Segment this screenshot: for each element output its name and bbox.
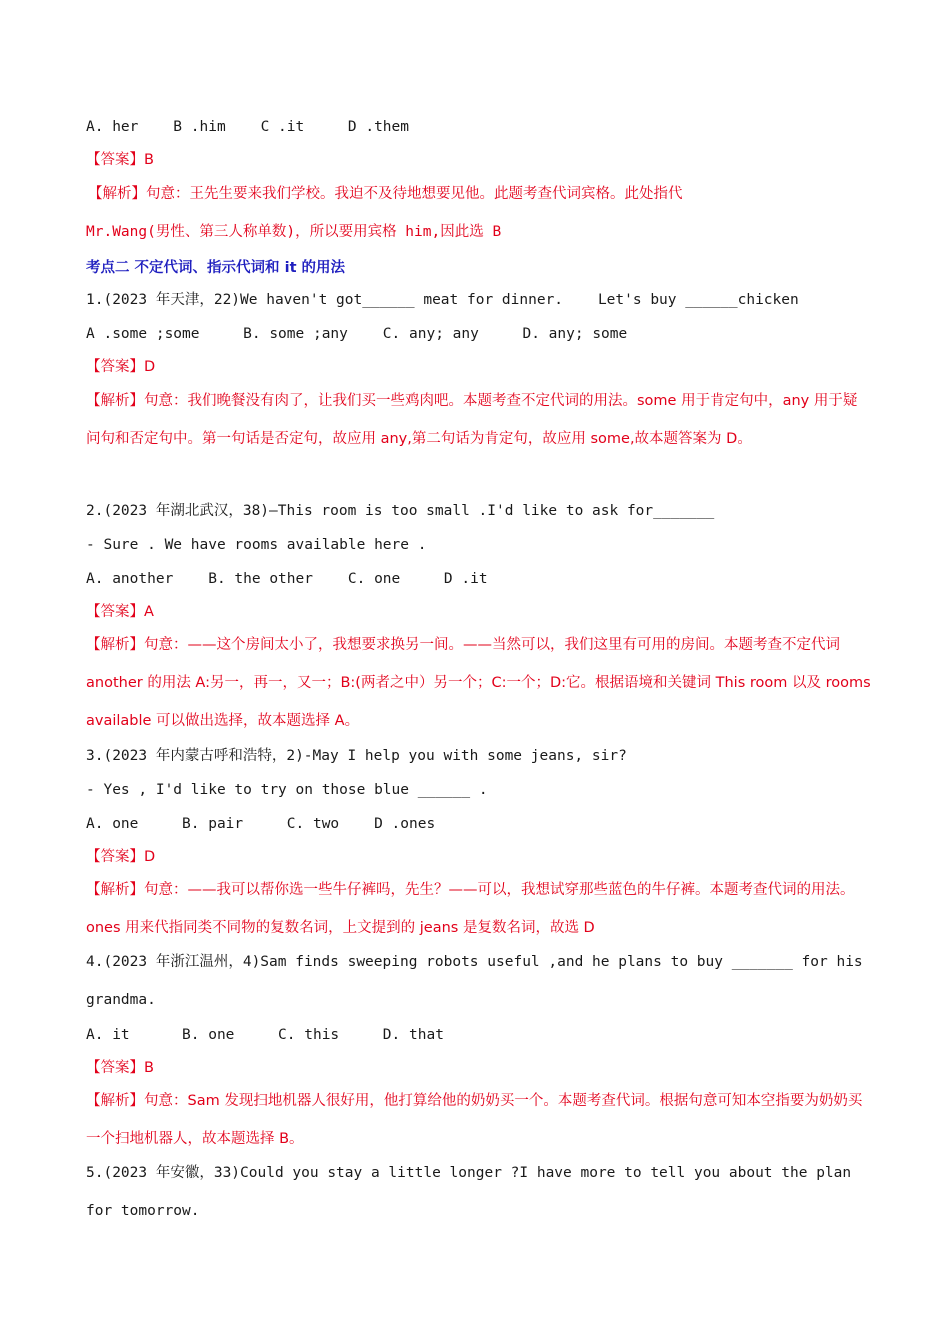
question-stem: 3.(2023 年内蒙古呼和浩特，2)-May I help you with some jeans, sir?: [86, 748, 627, 764]
answer-label: 【答案】B: [86, 1060, 154, 1076]
section-title: 考点二 不定代词、指示代词和 it 的用法: [86, 260, 346, 276]
question-stem: 5.(2023 年安徽，33)Could you stay a little longer ?I have more to tell you about the plan for tomorrow.: [86, 1165, 852, 1219]
question-stem: - Yes , I'd like to try on those blue ______ .: [86, 782, 488, 798]
question-options: A. another B. the other C. one D .it: [86, 571, 488, 587]
question-options: A. one B. pair C. two D .ones: [86, 816, 436, 832]
answer-label: 【答案】D: [86, 849, 156, 865]
analysis-text: 【解析】句意：——我可以帮你选一些牛仔裤吗，先生？——可以，我想试穿那些蓝色的牛仔裤。本题考查代词的用法。ones 用来代指同类不同物的复数名词，上文提到的 jeans 是复数名词，故选 D: [86, 882, 855, 936]
question-stem: - Sure . We have rooms available here .: [86, 537, 427, 553]
analysis-text: 【解析】句意：Sam 发现扫地机器人很好用，他打算给他的奶奶买一个。本题考查代词。根据句意可知本空指要为奶奶买一个扫地机器人，故本题选择 B。: [86, 1093, 863, 1147]
question-stem: 2.(2023 年湖北武汉，38)—This room is too small .I'd like to ask for_______: [86, 503, 715, 519]
answer-label: 【答案】B: [86, 152, 154, 168]
question-stem: 1.(2023 年天津，22)We haven't got______ meat for dinner. Let's buy ______chicken: [86, 292, 799, 308]
analysis-text: Mr.Wang(男性、第三人称单数)，所以要用宾格 him,因此选 B: [86, 224, 502, 240]
analysis-text: 【解析】句意：——这个房间太小了，我想要求换另一间。——当然可以，我们这里有可用的房间。本题考查不定代词 another 的用法 A:另一，再一，又一；B:(两者之中）另一个；C:一个；D:它。根据语境和关键词 This room 以及 rooms available 可以做出选择，故本题选择 A。: [86, 637, 871, 729]
question-options: A .some ;some B. some ;any C. any; any D. any; some: [86, 326, 628, 342]
question-stem: 4.(2023 年浙江温州，4)Sam finds sweeping robots useful ,and he plans to buy _______ for his grandma.: [86, 954, 863, 1008]
options-line: A. her B .him C .it D .them: [86, 119, 410, 135]
answer-label: 【答案】D: [86, 359, 156, 375]
analysis-text: 【解析】句意：王先生要来我们学校。我迫不及待地想要见他。此题考查代词宾格。此处指代: [88, 186, 683, 202]
analysis-text: 【解析】句意：我们晚餐没有肉了，让我们买一些鸡肉吧。本题考查不定代词的用法。some 用于肯定句中，any 用于疑问句和否定句中。第一句话是否定句，故应用 any,第二句话为肯定句，故应用 some,故本题答案为 D。: [86, 393, 858, 447]
answer-label: 【答案】A: [86, 604, 154, 620]
question-options: A. it B. one C. this D. that: [86, 1027, 444, 1043]
